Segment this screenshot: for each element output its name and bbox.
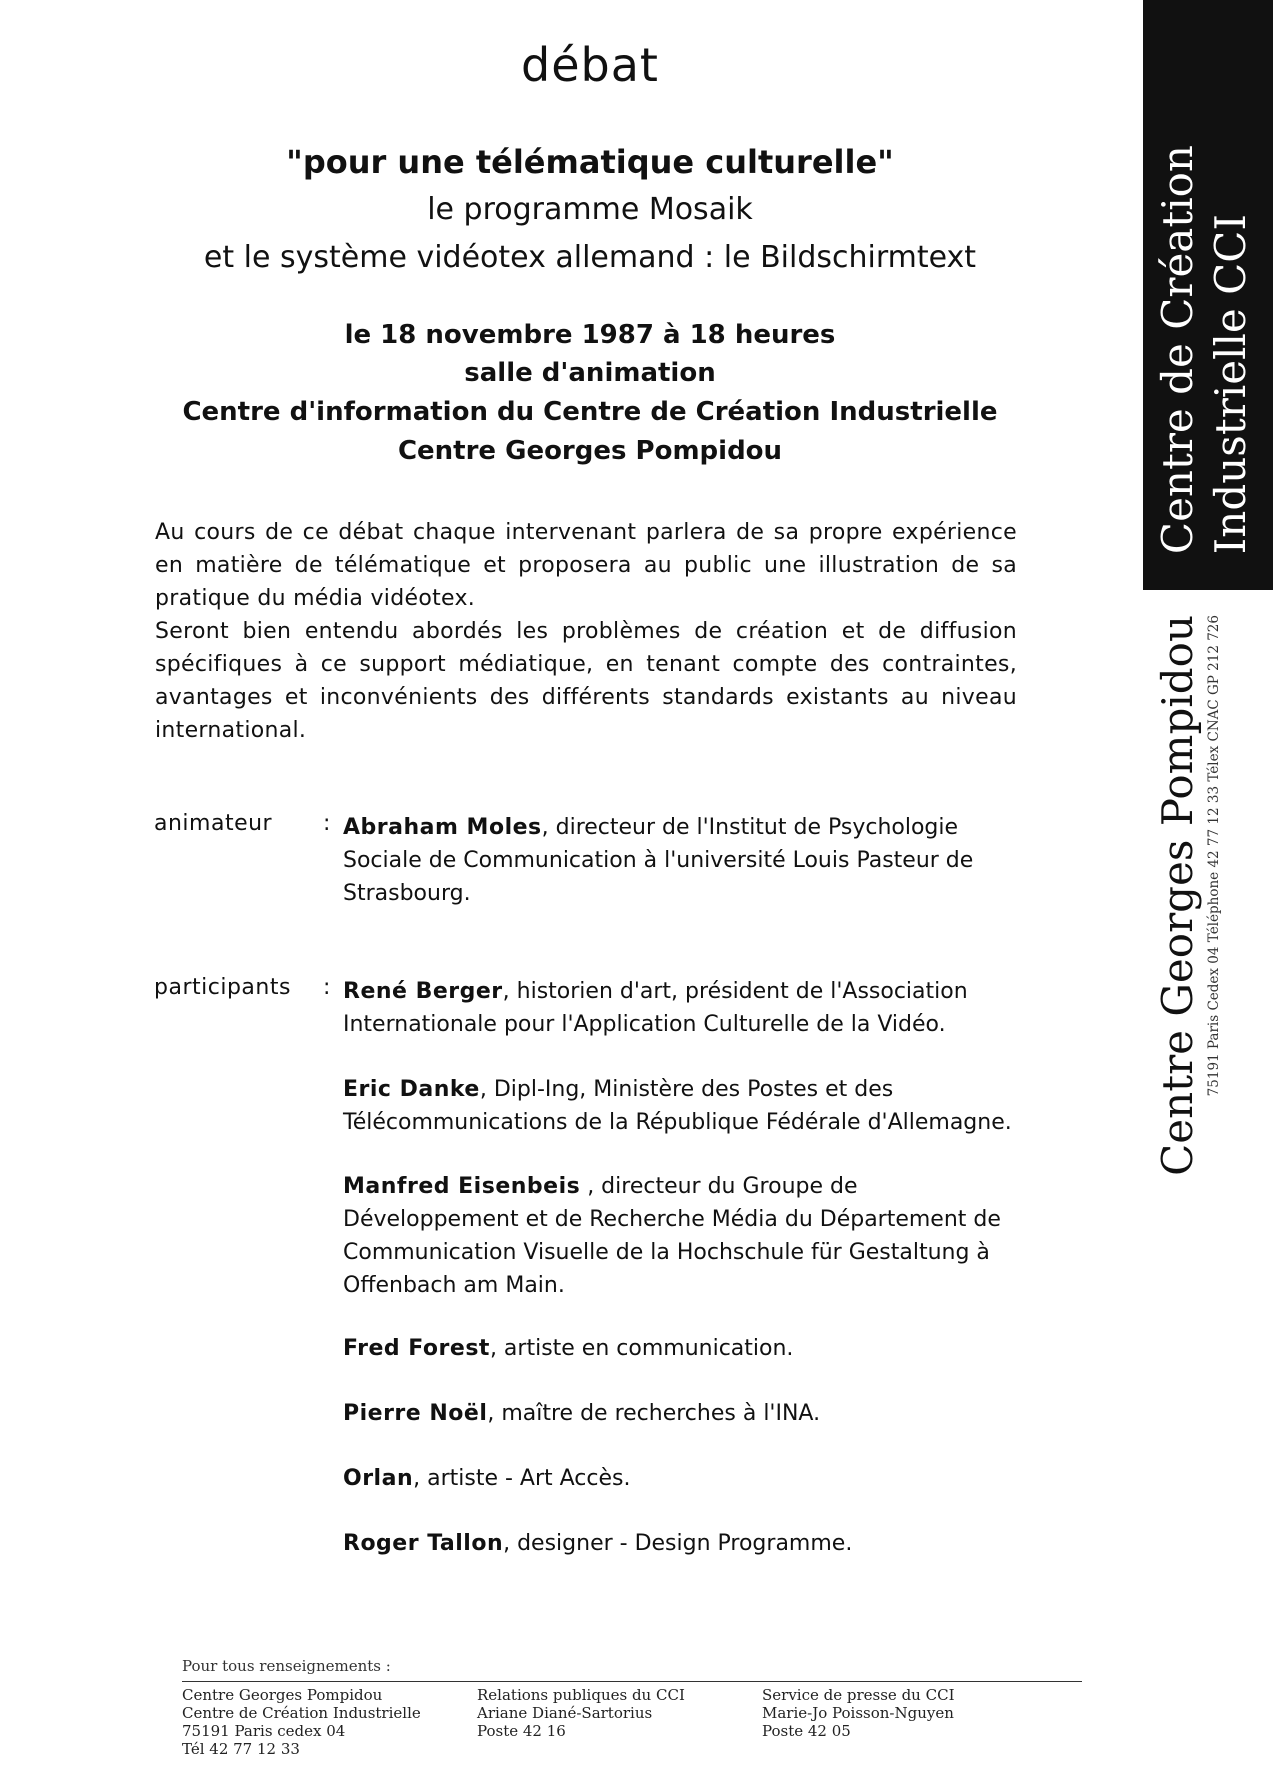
debate-theme: "pour une télématique culturelle": [286, 143, 894, 181]
participant-entry: [343, 1527, 1023, 1560]
animateur-name: Abraham Moles: [343, 815, 542, 840]
event-venue: Centre Georges Pompidou: [397, 436, 783, 466]
participant-description: , Dipl-Ing, Ministère des Postes et des Télécommunications de la République Fédérale d'Allemagne.: [343, 1077, 1012, 1135]
intro-paragraph-2: Seront bien entendu abordés les problèmes de création et de diffusion spécifiques à ce support médiatique, en tenant compte des contraintes, avantages et inconvénients des différents standards existants au niveau international.: [155, 619, 1017, 743]
intro-text: [155, 516, 1017, 747]
footer-line: Marie-Jo Poisson-Nguyen: [762, 1704, 954, 1722]
participant-name: Manfred Eisenbeis: [343, 1174, 581, 1199]
footer-line: Poste 42 05: [762, 1722, 851, 1740]
participant-description: , maître de recherches à l'INA.: [487, 1401, 821, 1426]
event-room: salle d'animation: [464, 358, 716, 388]
participant-description: , designer - Design Programme.: [503, 1531, 853, 1556]
sidebar-line-2: Industrielle CCI: [1206, 213, 1255, 554]
footer-line: Service de presse du CCI: [762, 1686, 955, 1704]
participant-name: Pierre Noël: [343, 1401, 488, 1426]
footer-contact-cci: [182, 1686, 421, 1758]
footer-line: Ariane Diané-Sartorius: [477, 1704, 653, 1722]
animateur-colon: :: [323, 811, 331, 836]
animateur-entry: [343, 811, 1023, 910]
participant-entry: [343, 1462, 1023, 1495]
sidebar-line-1: Centre de Création: [1153, 144, 1202, 554]
participant-name: Roger Tallon: [343, 1531, 504, 1556]
participants-label: participants: [154, 975, 291, 1000]
participant-name: René Berger: [343, 979, 503, 1004]
footer-line: Poste 42 16: [477, 1722, 566, 1740]
footer-line: 75191 Paris cedex 04: [182, 1722, 346, 1740]
participants-colon: :: [323, 975, 331, 1000]
footer-line: Centre de Création Industrielle: [182, 1704, 421, 1722]
participant-description: , artiste en communication.: [489, 1336, 794, 1361]
debate-subtitle-system: et le système vidéotex allemand : le Bildschirmtext: [203, 240, 977, 275]
participant-name: Eric Danke: [343, 1077, 480, 1102]
participant-description: , historien d'art, président de l'Association Internationale pour l'Application Culturelle de la Vidéo.: [343, 979, 968, 1037]
sidebar-line-3: Centre Georges Pompidou: [1153, 615, 1202, 1176]
participant-name: Orlan: [343, 1466, 414, 1491]
sidebar-line-4: 75191 Paris Cedex 04 Téléphone 42 77 12 33 Télex CNAC GP 212 726: [1206, 615, 1222, 1097]
debate-subtitle-program: le programme Mosaik: [427, 192, 753, 227]
participant-entry: [343, 975, 1023, 1041]
participant-name: Fred Forest: [343, 1336, 490, 1361]
footer-divider: [182, 1681, 1082, 1682]
event-date: le 18 novembre 1987 à 18 heures: [344, 320, 836, 350]
participant-entry: [343, 1397, 1023, 1430]
animateur-description: , directeur de l'Institut de Psychologie Sociale de Communication à l'université Louis Pasteur de Strasbourg.: [343, 815, 974, 906]
footer-line: Tél 42 77 12 33: [182, 1740, 300, 1758]
footer-contact-press: [762, 1686, 955, 1740]
sidebar-logo-text: [1143, 0, 1273, 590]
intro-paragraph-1: Au cours de ce débat chaque intervenant parlera de sa propre expérience en matière de télématique et proposera au public une illustration de sa pratique du média vidéotex.: [155, 520, 1017, 611]
footer-lead: Pour tous renseignements :: [182, 1657, 391, 1675]
participant-entry: [343, 1073, 1023, 1139]
participant-description: , directeur du Groupe de Développement et de Recherche Média du Département de Communication Visuelle de la Hochschule für Gestaltung à Offenbach am Main.: [343, 1174, 1001, 1298]
footer-line: Relations publiques du CCI: [477, 1686, 685, 1704]
event-center: Centre d'information du Centre de Création Industrielle: [182, 397, 998, 427]
footer-line: Centre Georges Pompidou: [182, 1686, 383, 1704]
footer-contact-relations: [477, 1686, 685, 1740]
participant-entry: [343, 1170, 1023, 1302]
participant-entry: [343, 1332, 1023, 1365]
animateur-label: animateur: [154, 811, 273, 836]
participant-description: , artiste - Art Accès.: [413, 1466, 631, 1491]
document-title: débat: [521, 38, 659, 92]
